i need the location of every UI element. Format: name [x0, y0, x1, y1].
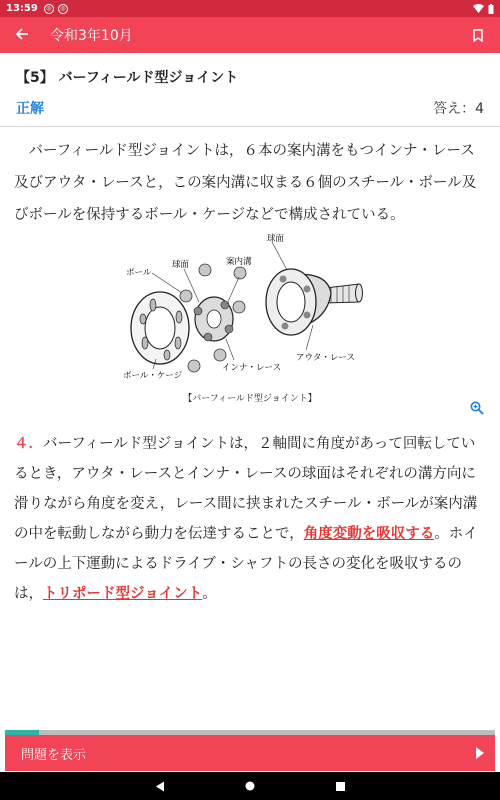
battery-icon	[488, 4, 494, 14]
label-outer-race: アウタ・レース	[296, 353, 355, 363]
para2-text-3: 。	[202, 586, 217, 602]
back-arrow-icon	[15, 27, 29, 41]
answer-explanation	[14, 429, 486, 609]
label-sphere-inner: 球面	[172, 260, 190, 270]
label-ball: ボール	[126, 268, 152, 278]
highlight-2: トリポード型ジョイント	[43, 586, 203, 602]
choice-number: ４．	[14, 436, 43, 452]
question-title: 【5】 バーフィールド型ジョイント	[16, 70, 239, 86]
explanation-text: バーフィールド型ジョイントは，６本の案内溝をもつインナ・レース及びアウタ・レースと，この案内溝に収まる６個のスチール・ボール及びボールを保持するボール・ケージなどで構成されている。	[14, 143, 477, 223]
bookmark-icon	[473, 29, 483, 42]
wifi-icon	[473, 4, 484, 13]
app-bar	[0, 17, 500, 53]
system-nav-bar	[0, 772, 500, 800]
para2-text-2: 。ホイールの上下運動によるドライブ・シャフトの長さの変化を吸収するのは，	[14, 526, 478, 602]
joint-diagram	[115, 233, 385, 393]
app-bar-title: 令和3年10月	[50, 28, 133, 44]
status-time: 13:59	[6, 3, 38, 14]
back-button[interactable]	[0, 25, 44, 46]
show-question-label: 問題を表示	[21, 747, 87, 763]
label-groove: 案内溝	[226, 257, 252, 267]
play-arrow-icon	[465, 746, 495, 760]
nav-home-button[interactable]	[240, 776, 260, 796]
content-area[interactable]	[0, 53, 500, 730]
highlight-1: 角度変動を吸収する	[303, 526, 435, 542]
nav-home-icon	[245, 781, 255, 791]
nav-recents-icon	[336, 782, 345, 791]
zoom-icon[interactable]	[469, 400, 485, 416]
ball-cage-drawing	[131, 292, 189, 364]
answer-label: 答え：4	[433, 101, 484, 117]
para2-text-1: バーフィールド型ジョイントは，２軸間に角度があって回転しているとき，アウタ・レースとインナ・レースの球面はそれぞれの溝方向に滑りながら角度を変え，レース間に挟まれたスチール・ボールが案内溝の中を転動しながら動力を伝達することで，	[14, 436, 478, 542]
nav-back-icon	[155, 781, 165, 792]
label-inner-race: インナ・レース	[222, 363, 282, 373]
label-ball-cage: ボール・ケージ	[123, 371, 183, 381]
figure-caption: 【バーフィールド型ジョイント】	[183, 394, 317, 404]
label-sphere-outer: 球面	[267, 234, 285, 244]
notification-icon-2: ◎	[58, 4, 68, 14]
nav-back-button[interactable]	[150, 776, 170, 796]
bookmark-button[interactable]	[456, 29, 500, 42]
nav-recents-button[interactable]	[330, 776, 350, 796]
outer-race-drawing	[266, 269, 363, 335]
verdict-label: 正解	[16, 101, 44, 117]
divider	[0, 126, 500, 127]
status-bar	[0, 0, 500, 17]
notification-icon: ◎	[44, 4, 54, 14]
show-question-button[interactable]	[5, 735, 495, 771]
